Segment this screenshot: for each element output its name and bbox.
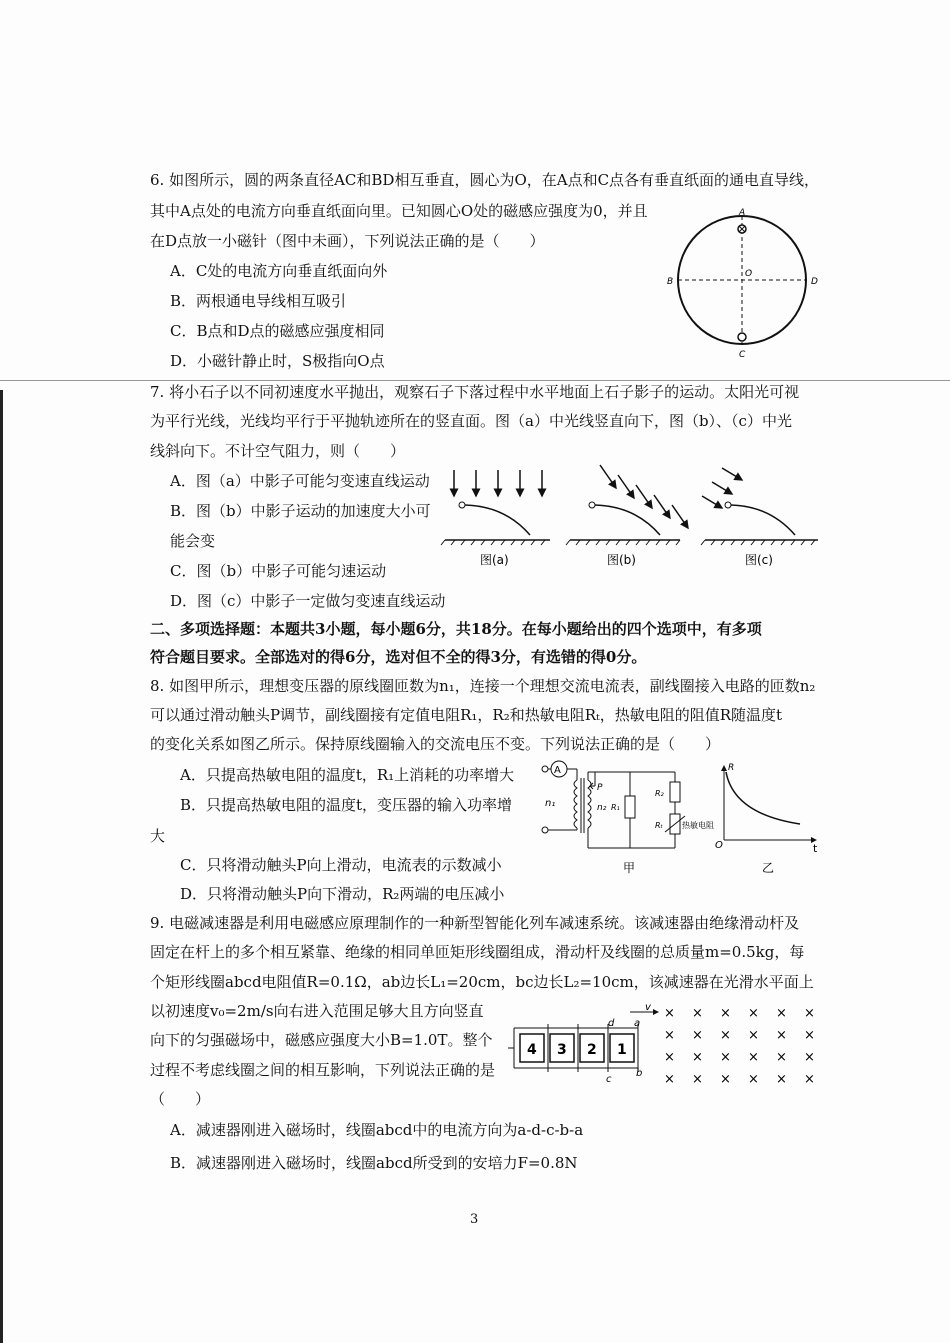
q9-line6: 过程不考虑线圈之间的相互影响，下列说法正确的是 bbox=[150, 1061, 496, 1079]
coil-1-label: 1 bbox=[617, 1042, 627, 1058]
label-b: B bbox=[667, 277, 674, 287]
q8-option-b: B．只提高热敏电阻的温度t，变压器的输入功率增 bbox=[180, 796, 513, 814]
section2-line1: 二、多项选择题：本题共3小题，每小题6分，共18分。在每小题给出的四个选项中，有多项 bbox=[150, 620, 762, 638]
coil-2-label: 2 bbox=[587, 1042, 597, 1058]
q6-option-c: C．B点和D点的磁感应强度相同 bbox=[170, 322, 385, 340]
primary-coil bbox=[574, 780, 577, 828]
q9-line1: 9. 电磁减速器是利用电磁感应原理制作的一种新型智能化列车减速系统。该减速器由绝缘滑动杆及 bbox=[150, 914, 800, 932]
q8-figure-jia bbox=[535, 758, 714, 878]
q8-line3: 的变化关系如图乙所示。保持原线圈输入的交流电压不变。下列说法正确的是（ ） bbox=[150, 735, 721, 753]
c-label: c bbox=[606, 1074, 612, 1085]
thermistor-label: 热敏电阻 bbox=[682, 821, 714, 830]
q6-line2: 其中A点处的电流方向垂直纸面向里。已知圆心O处的磁感应强度为0，并且 bbox=[150, 202, 648, 220]
q9-figure bbox=[508, 1000, 826, 1090]
svg-text:×: × bbox=[692, 1028, 703, 1043]
rt-label: Rₜ bbox=[655, 821, 663, 830]
svg-text:×: × bbox=[804, 1028, 815, 1043]
svg-text:×: × bbox=[664, 1028, 675, 1043]
figure-b bbox=[566, 465, 688, 567]
svg-text:×: × bbox=[776, 1006, 787, 1021]
resistor-r2 bbox=[670, 782, 680, 802]
svg-text:×: × bbox=[748, 1006, 759, 1021]
svg-text:×: × bbox=[748, 1028, 759, 1043]
page-number: 3 bbox=[470, 1212, 479, 1227]
label-d: D bbox=[811, 277, 818, 287]
svg-text:×: × bbox=[664, 1050, 675, 1065]
svg-text:×: × bbox=[692, 1072, 703, 1087]
figure-c bbox=[701, 468, 818, 567]
scan-edge bbox=[0, 390, 3, 1343]
q9-line7: （ ） bbox=[150, 1090, 211, 1108]
caption-a: 图(a) bbox=[480, 553, 509, 567]
q9-line5: 向下的匀强磁场中，磁感应强度大小B=1.0T。整个 bbox=[150, 1031, 493, 1049]
q7-option-c: C．图（b）中影子可能匀速运动 bbox=[170, 562, 387, 580]
svg-text:×: × bbox=[664, 1006, 675, 1021]
q6-option-d: D．小磁针静止时，S极指向O点 bbox=[170, 352, 385, 370]
label-a: A bbox=[739, 208, 746, 218]
r1-label: R₁ bbox=[611, 803, 620, 812]
q8-option-a: A．只提高热敏电阻的温度t，R₁上消耗的功率增大 bbox=[180, 766, 515, 784]
coil-3-label: 3 bbox=[557, 1042, 567, 1058]
q7-line2: 为平行光线，光线均平行于平抛轨迹所在的竖直面。图（a）中光线竖直向下，图（b）、（c）中光 bbox=[150, 412, 792, 430]
q7-line1: 7. 将小石子以不同初速度水平抛出，观察石子下落过程中水平地面上石子影子的运动。太阳光可视 bbox=[150, 383, 800, 401]
caption-c: 图(c) bbox=[745, 553, 773, 567]
r-t-curve bbox=[726, 772, 800, 824]
caption-jia: 甲 bbox=[623, 861, 636, 875]
svg-text:×: × bbox=[720, 1072, 731, 1087]
q7-option-b-cont: 能会变 bbox=[170, 532, 216, 550]
q9-option-b: B．减速器刚进入磁场时，线圈abcd所受到的安培力F=0.8N bbox=[170, 1154, 578, 1172]
q7-option-d: D．图（c）中影子一定做匀变速直线运动 bbox=[170, 592, 446, 610]
svg-text:×: × bbox=[664, 1072, 675, 1087]
fold-line bbox=[0, 380, 950, 381]
q8-option-d: D．只将滑动触头P向下滑动，R₂两端的电压减小 bbox=[180, 885, 505, 903]
q8-line2: 可以通过滑动触头P调节，副线圈接有定值电阻R₁，R₂和热敏电阻Rₜ，热敏电阻的阻值R随温度t bbox=[150, 706, 783, 724]
q9-option-a: A．减速器刚进入磁场时，线圈abcd中的电流方向为a-d-c-b-a bbox=[170, 1121, 584, 1139]
caption-yi: 乙 bbox=[762, 861, 775, 875]
q8-option-b-cont: 大 bbox=[150, 827, 166, 845]
svg-text:×: × bbox=[804, 1050, 815, 1065]
origin-label: O bbox=[715, 840, 723, 851]
svg-text:×: × bbox=[748, 1050, 759, 1065]
ammeter-label: A bbox=[554, 765, 561, 776]
q6-circle-figure bbox=[665, 205, 825, 365]
svg-text:×: × bbox=[776, 1050, 787, 1065]
q9-line4: 以初速度v₀=2m/s向右进入范围足够大且方向竖直 bbox=[150, 1002, 484, 1020]
resistor-r1 bbox=[625, 796, 635, 818]
svg-text:×: × bbox=[804, 1006, 815, 1021]
r2-label: R₂ bbox=[655, 789, 664, 798]
figure-a bbox=[441, 470, 550, 567]
svg-text:×: × bbox=[748, 1072, 759, 1087]
svg-text:×: × bbox=[776, 1028, 787, 1043]
t-axis-label: t bbox=[813, 842, 818, 855]
r-axis-label: R bbox=[728, 763, 735, 773]
q6-line1: 6. 如图所示，圆的两条直径AC和BD相互垂直，圆心为O，在A点和C点各有垂直纸面的通电直导线， bbox=[150, 171, 820, 189]
magnetic-field-crosses bbox=[664, 1006, 815, 1087]
v-label: v bbox=[645, 1002, 651, 1013]
q6-option-b: B．两根通电导线相互吸引 bbox=[170, 292, 347, 310]
svg-text:×: × bbox=[776, 1072, 787, 1087]
a-label: a bbox=[634, 1018, 641, 1029]
caption-b: 图(b) bbox=[607, 553, 636, 567]
q9-line3: 个矩形线圈abcd电阻值R=0.1Ω，ab边长L₁=20cm，bc边长L₂=10cm，该减速器在光滑水平面上 bbox=[150, 973, 814, 991]
svg-text:×: × bbox=[692, 1006, 703, 1021]
q8-line1: 8. 如图甲所示，理想变压器的原线圈匝数为n₁，连接一个理想交流电流表，副线圈接入电路的匝数n₂ bbox=[150, 677, 816, 695]
q8-option-c: C．只将滑动触头P向上滑动，电流表的示数减小 bbox=[180, 856, 502, 874]
label-o: O bbox=[745, 269, 753, 279]
p-label: P bbox=[597, 783, 603, 793]
wire-c-icon bbox=[738, 333, 746, 341]
d-label: d bbox=[608, 1018, 615, 1029]
section2-line2: 符合题目要求。全部选对的得6分，选对但不全的得3分，有选错的得0分。 bbox=[150, 648, 647, 666]
q7-option-a: A．图（a）中影子可能匀变速直线运动 bbox=[170, 472, 430, 490]
q6-option-a: A．C处的电流方向垂直纸面向外 bbox=[170, 262, 388, 280]
coil-4-label: 4 bbox=[527, 1042, 537, 1058]
svg-text:×: × bbox=[720, 1050, 731, 1065]
svg-text:×: × bbox=[804, 1072, 815, 1087]
n2-label: n₂ bbox=[597, 803, 607, 813]
svg-text:×: × bbox=[720, 1028, 731, 1043]
q6-line3: 在D点放一小磁针（图中未画），下列说法正确的是（ ） bbox=[150, 232, 545, 250]
q8-figure-yi bbox=[712, 758, 824, 878]
n1-label: n₁ bbox=[545, 798, 556, 809]
svg-text:×: × bbox=[720, 1006, 731, 1021]
q7-figures bbox=[440, 460, 835, 575]
q9-line2: 固定在杆上的多个相互紧靠、绝缘的相同单匝矩形线圈组成，滑动杆及线圈的总质量m=0.5kg，每 bbox=[150, 943, 805, 961]
b-label: b bbox=[636, 1068, 643, 1079]
svg-text:×: × bbox=[692, 1050, 703, 1065]
label-c: C bbox=[739, 350, 746, 360]
q7-line3: 线斜向下。不计空气阻力，则（ ） bbox=[150, 442, 406, 460]
q7-option-b: B．图（b）中影子运动的加速度大小可 bbox=[170, 502, 431, 520]
